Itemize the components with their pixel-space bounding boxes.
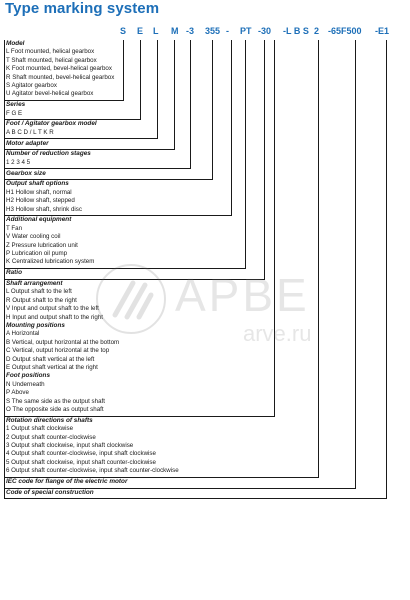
- connector-line: [174, 40, 175, 150]
- section-header: Number of reduction stages: [6, 150, 91, 158]
- section-header: Rotation directions of shafts: [6, 416, 93, 424]
- option-item: T Shaft mounted, helical gearbox: [6, 56, 97, 64]
- option-item: A Horizontal: [6, 330, 40, 338]
- connector-line: [274, 40, 275, 417]
- type-code-part: -E1: [375, 26, 390, 36]
- option-item: P Above: [6, 389, 29, 397]
- section-header: Shaft arrangement: [6, 280, 63, 287]
- section-header: Mounting positions: [6, 322, 65, 329]
- type-code-part: 2: [314, 26, 320, 36]
- connector-line: [386, 40, 387, 499]
- option-item: O The opposite side as output shaft: [6, 406, 104, 413]
- option-item: S The same side as the output shaft: [6, 397, 105, 405]
- option-item: A B C D / L T K R: [6, 128, 54, 136]
- svg-text:АРВЕ: АРВЕ: [175, 269, 310, 321]
- section-header: Gearbox size: [6, 169, 46, 177]
- type-code-part: -L B S: [283, 26, 309, 36]
- type-code-part: M: [171, 26, 179, 36]
- connector-line: [4, 498, 387, 499]
- type-code-part: PT: [240, 26, 252, 36]
- section-header: Code of special construction: [6, 488, 94, 496]
- section-header: Ratio: [6, 269, 22, 277]
- option-item: V Water cooling coil: [6, 233, 61, 241]
- option-item: 4 Output shaft counter-clockwise, input shaft clockwise: [6, 450, 156, 458]
- option-item: 5 Output shaft clockwise, input shaft counter-clockwise: [6, 458, 156, 466]
- connector-line: [4, 488, 356, 489]
- option-item: N Underneath: [6, 380, 45, 388]
- connector-line: [231, 40, 232, 216]
- option-item: U Agitator bevel-helical gearbox: [6, 90, 94, 98]
- connector-line: [4, 179, 213, 180]
- connector-line: [4, 168, 191, 169]
- option-item: C Vertical, output horizontal at the top: [6, 347, 110, 355]
- option-item: L Output shaft to the left: [6, 288, 72, 296]
- option-item: P Lubrication oil pump: [6, 250, 68, 257]
- option-item: H Input and output shaft to the right: [6, 313, 104, 321]
- section-header: IEC code for flange of the electric motor: [6, 478, 128, 485]
- connector-line: [318, 40, 319, 478]
- connector-line: [4, 279, 265, 280]
- option-item: 3 Output shaft clockwise, input shaft clockwise: [6, 442, 134, 449]
- page-title: Type marking system: [5, 0, 160, 17]
- type-code-part: E: [137, 26, 144, 36]
- section-header: Foot / Agitator gearbox model: [6, 120, 97, 128]
- option-item: K Foot mounted, bevel-helical gearbox: [6, 65, 112, 73]
- option-item: R Shaft mounted, bevel-helical gearbox: [6, 73, 115, 81]
- connector-line: [4, 416, 275, 417]
- section-header: Model: [6, 40, 25, 47]
- option-item: H3 Hollow shaft, shrink disc: [6, 205, 82, 213]
- svg-text:arve.ru: arve.ru: [243, 321, 312, 346]
- option-item: H2 Hollow shaft, stepped: [6, 197, 75, 205]
- option-item: V Input and output shaft to the left: [6, 305, 99, 313]
- connector-line: [355, 40, 356, 489]
- option-item: 1 2 3 4 5: [6, 158, 31, 166]
- connector-line: [190, 40, 191, 169]
- option-item: H1 Hollow shaft, normal: [6, 188, 72, 196]
- arve-watermark-logo: [93, 259, 333, 349]
- connector-line: [4, 149, 175, 150]
- connector-line: [4, 268, 246, 269]
- type-code-part: S: [120, 26, 127, 36]
- option-item: F G E: [6, 109, 23, 117]
- option-item: B Vertical, output horizontal at the bottom: [6, 338, 120, 346]
- connector-line: [245, 40, 246, 269]
- connector-line: [212, 40, 213, 180]
- option-item: Z Pressure lubrication unit: [6, 241, 78, 249]
- type-code-part: 355: [205, 26, 221, 36]
- option-item: R Output shaft to the right: [6, 296, 77, 304]
- connector-line: [4, 100, 124, 101]
- option-item: 2 Output shaft counter-clockwise: [6, 433, 96, 441]
- section-header: Additional equipment: [6, 216, 72, 224]
- type-code-part: -30: [258, 26, 272, 36]
- connector-line: [123, 40, 124, 101]
- type-code-part: -3: [186, 26, 195, 36]
- option-item: E Output shaft vertical at the right: [6, 364, 98, 371]
- connector-line: [4, 40, 5, 499]
- connector-line: [4, 119, 141, 120]
- connector-line: [157, 40, 158, 139]
- connector-line: [4, 477, 319, 478]
- option-item: L Foot mounted, helical gearbox: [6, 48, 95, 56]
- option-item: D Output shaft vertical at the left: [6, 355, 95, 363]
- section-header: Foot positions: [6, 372, 51, 380]
- type-code-part: -: [226, 26, 229, 36]
- option-item: S Agitator gearbox: [6, 82, 57, 89]
- section-header: Motor adapter: [6, 139, 49, 147]
- type-code-part: -65F500: [328, 26, 362, 36]
- type-code-part: L: [153, 26, 159, 36]
- connector-line: [140, 40, 141, 120]
- section-header: Series: [6, 101, 26, 109]
- section-header: Output shaft options: [6, 180, 69, 188]
- option-item: 1 Output shaft clockwise: [6, 425, 74, 433]
- option-item: K Centralized lubrication system: [6, 258, 95, 266]
- connector-line: [4, 215, 232, 216]
- option-item: 6 Output shaft counter-clockwise, input shaft counter-clockwise: [6, 467, 179, 475]
- connector-line: [264, 40, 265, 280]
- connector-line: [4, 138, 158, 139]
- option-item: T Fan: [6, 224, 23, 232]
